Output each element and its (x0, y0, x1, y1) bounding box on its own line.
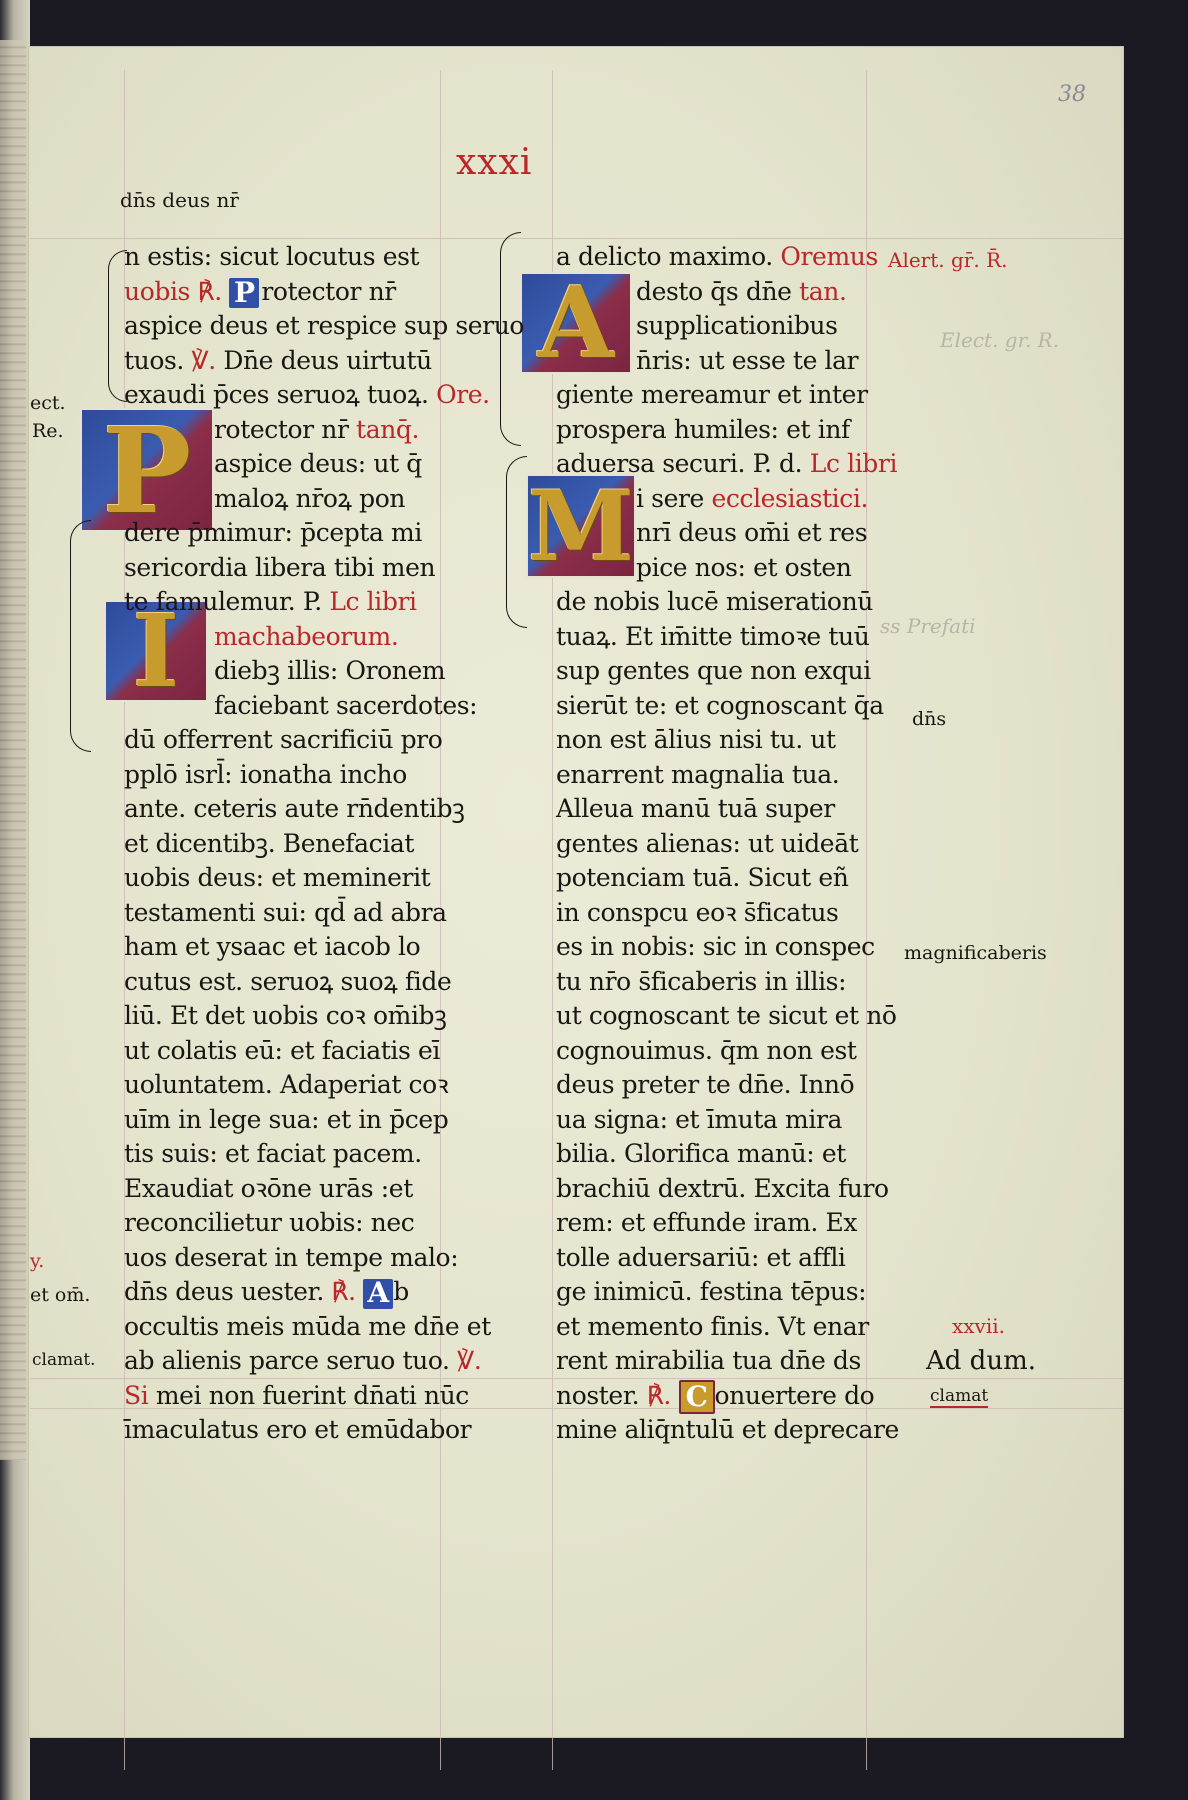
ruling-line (30, 238, 1124, 239)
text-line: ham et ysaac et iacob lo (124, 932, 421, 961)
text-line: Si mei non fuerint dn̄ati nūc (124, 1380, 469, 1410)
running-head: xxxi (456, 142, 533, 183)
text-line: deus preter te dn̄e. Innō (556, 1070, 855, 1099)
text-line: īmaculatus ero et emūdabor (124, 1415, 472, 1444)
text-line: rem: et effunde iram. Ex (556, 1208, 858, 1237)
text-line: desto q̄s dn̄e tan. (636, 276, 847, 306)
text-line: ante. ceteris aute rn̄dentibꝫ (124, 794, 465, 823)
text-line: ua signa: et īmuta mira (556, 1104, 843, 1134)
top-note: dn̄s deus nr̄ (120, 188, 239, 212)
small-initial: A (363, 1279, 393, 1309)
text-line: et dicentibꝫ. Benefaciat (124, 828, 414, 858)
text-line: tuos. ℣. Dn̄e deus uirtutū (124, 345, 432, 375)
text-line: i sere ecclesiastici. (636, 483, 869, 513)
text-line: uos deserat in tempe malo: (124, 1242, 459, 1272)
text-line: in conspcu eoꝛ s̄ficatus (556, 897, 839, 927)
text-line: dn̄s deus uester. ℟. A b (124, 1276, 409, 1310)
text-line: sierūt te: et cognoscant q̄a (556, 690, 884, 720)
text-line: liū. Et det uobis coꝛ om̄ibꝫ (124, 1001, 447, 1030)
text-line: prospera humiles: et inf (556, 414, 850, 444)
small-initial: P (229, 278, 259, 308)
text-line: aspice deus: ut q̄ (214, 449, 422, 478)
text-line: non est ālius nisi tu. ut (556, 725, 836, 754)
text-line: uobis ℟. P rotector nr̄ (124, 275, 396, 309)
text-line: potenciam tuā. Sicut eñ (556, 863, 849, 892)
text-line: giente mereamur et inter (556, 380, 868, 409)
text-line: rotector nr̄ tanq̄. (214, 414, 420, 444)
page-edges (0, 40, 26, 1460)
text-line: gentes alienas: ut uideāt (556, 828, 859, 858)
text-line: cognouimus. q̄m non est (556, 1035, 857, 1065)
ghost-offset-text: ss Prefati (880, 614, 976, 638)
margin-note-dns: dn̄s (912, 708, 947, 730)
text-line: diebꝫ illis: Oronem (214, 656, 446, 685)
illuminated-initial-m (526, 469, 636, 583)
folio-number: 38 (1058, 82, 1086, 107)
margin-note-ad: Ad dum. (926, 1346, 1036, 1376)
initial-letter: M (527, 469, 635, 583)
text-line: faciebant sacerdotes: (214, 690, 478, 720)
text-line: sup gentes que non exqui (556, 656, 871, 685)
text-line: n̄ris: ut esse te lar (636, 345, 859, 375)
text-line: tuaꝝ. Et im̄itte timoꝛe tuū (556, 621, 870, 651)
text-line: brachiū dextrū. Excita furo (556, 1173, 889, 1203)
text-line: bilia. Glorifica manū: et (556, 1139, 846, 1168)
initial-letter: A (537, 265, 615, 381)
text-line: occultis meis mūda me dn̄e et (124, 1311, 491, 1341)
text-line: uoluntatem. Adaperiat coꝛ (124, 1070, 449, 1099)
text-line: testamenti sui: qd̄ ad abra (124, 897, 447, 927)
text-line: mine aliq̄ntulū et deprecare (556, 1415, 899, 1444)
ghost-offset-text: Elect. gr. R. (940, 328, 1060, 352)
text-line: reconcilietur uobis: nec (124, 1208, 415, 1237)
text-line: es in nobis: sic in conspec (556, 932, 875, 961)
text-line: sericordia libera tibi men (124, 552, 436, 582)
margin-note-left-re: Re. (32, 420, 64, 442)
text-line: enarrent magnalia tua. (556, 759, 840, 789)
margin-note-left-om: et om̄. (30, 1284, 91, 1306)
text-line: et memento finis. Vt enar (556, 1311, 869, 1341)
text-line: supplicationibus (636, 311, 838, 340)
text-line: de nobis lucē miserationū (556, 587, 873, 616)
text-line: ge inimicū. festina tēpus: (556, 1277, 867, 1306)
text-line: ut cognoscant te sicut et nō (556, 1001, 897, 1030)
text-line: n estis: sicut locutus est (124, 242, 420, 271)
text-column-right (556, 240, 899, 1448)
margin-note-left-y: y. (30, 1250, 45, 1272)
text-line: tu nr̄o s̄ficaberis in illis: (556, 966, 847, 996)
text-line: tis suis: et faciat pacem. (124, 1139, 422, 1168)
text-line: aspice deus et respice sup seruo (124, 311, 525, 340)
text-line: dū offerrent sacrificiū pro (124, 725, 443, 754)
text-line: rent mirabilia tua dn̄e ds (556, 1346, 861, 1375)
text-line: Alleua manū tuā super (556, 794, 835, 823)
margin-note-left-clamat: clamat. (32, 1350, 96, 1370)
text-line: uīm in lege sua: et in p̄cep (124, 1104, 449, 1134)
text-line: te famulemur. P. Lc libri (124, 587, 417, 616)
initial-letter: P (102, 400, 192, 540)
text-line: noster. ℟. C onuertere do (556, 1379, 875, 1413)
text-line: exaudi p̄ces seruoꝝ tuoꝝ. Ore. (124, 380, 490, 409)
text-line: uobis deus: et meminerit (124, 863, 431, 892)
pen-flourish (70, 520, 91, 752)
text-line: ut colatis eū: et faciatis eī (124, 1035, 440, 1065)
text-line: tolle aduersariū: et affli (556, 1242, 846, 1272)
text-line: ab alienis parce seruo tuo. ℣. (124, 1346, 482, 1375)
pen-flourish (506, 456, 527, 628)
small-initial: C (679, 1380, 715, 1414)
text-line: pice nos: et osten (636, 552, 852, 582)
initial-letter: I (132, 592, 180, 710)
text-line: maloꝝ nr̄oꝝ pon (214, 483, 406, 513)
text-line: dere p̄mimur: p̄cepta mi (124, 518, 422, 547)
margin-note-clamat: clamat (930, 1386, 989, 1406)
margin-note-red-number: xxvii. (952, 1314, 1006, 1338)
text-line: aduersa securi. P. d. Lc libri (556, 449, 898, 478)
text-line: Exaudiat oꝛōne urās :et (124, 1173, 413, 1203)
margin-note-magnificaberis: magnificaberis (904, 942, 1047, 964)
text-line: cutus est. seruoꝝ suoꝝ fide (124, 966, 452, 996)
text-line: a delicto maximo. Oremus (556, 242, 878, 271)
text-line: nrī deus om̄i et res (636, 518, 868, 547)
text-line: machabeorum. (214, 621, 399, 651)
margin-note-right-top: Alert. gr̄. R̄. (888, 248, 1008, 272)
margin-note-left-lect: ect. (30, 392, 66, 414)
text-line: pplō isrl̄: ionatha incho (124, 759, 407, 789)
